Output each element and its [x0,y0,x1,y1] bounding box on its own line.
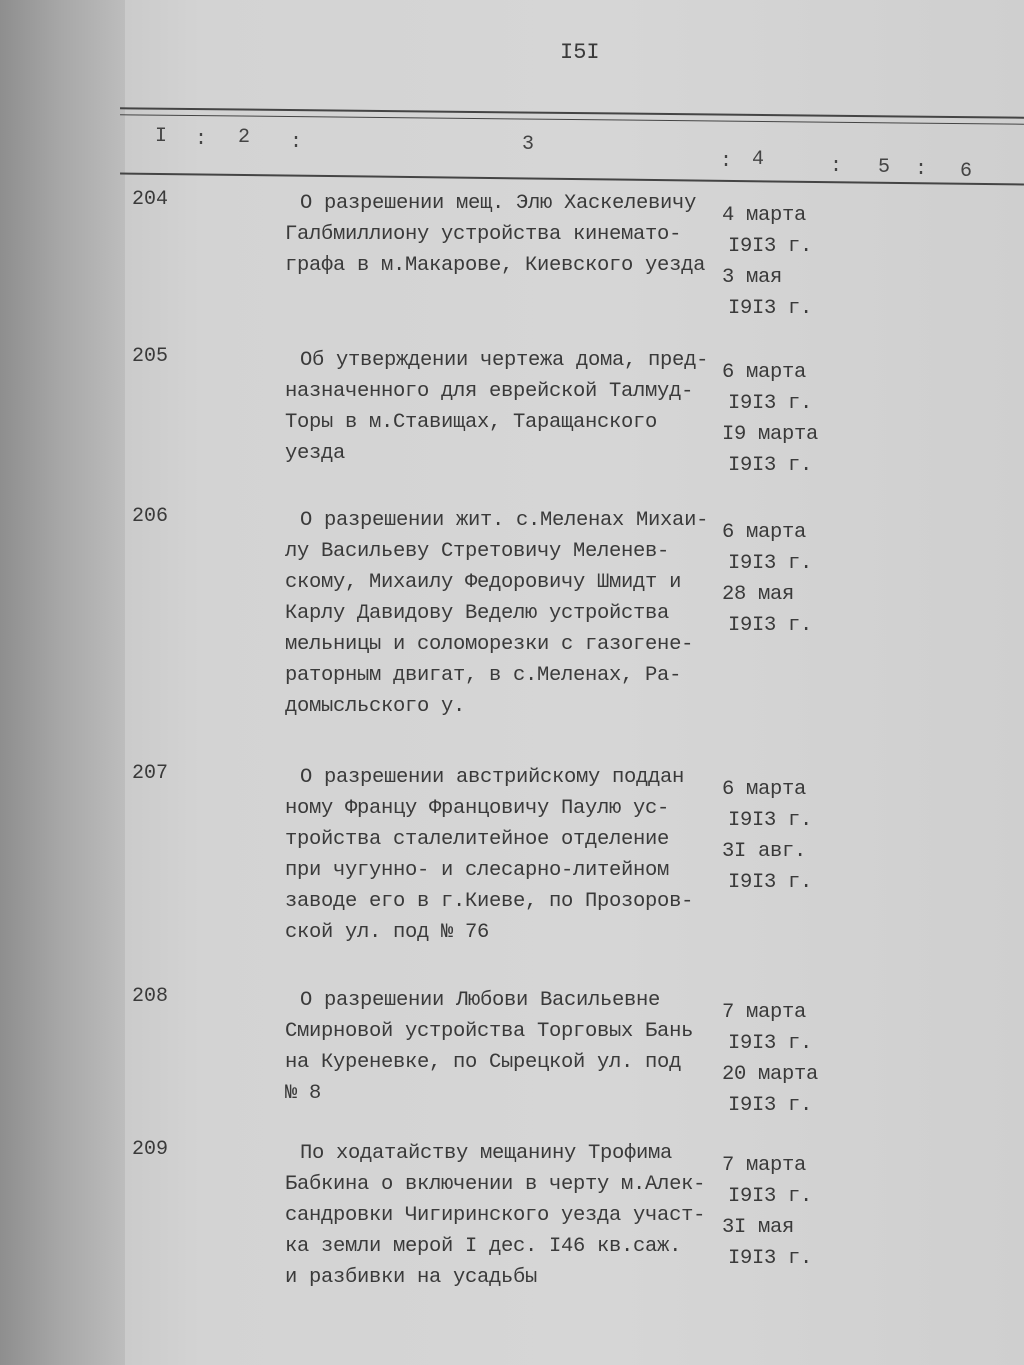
entry-text-line: По ходатайству мещанину Трофима [300,1142,673,1165]
entry-date: 3I авг. [722,840,807,863]
entry-text-line: Бабкина о включении в черту м.Алек- [285,1173,706,1196]
entry-text-line: Торы в м.Ставищах, Таращанского [285,411,658,434]
column-header: 6 [960,160,973,183]
entry-date: I9I3 г. [728,552,813,575]
entry-number: 208 [132,985,169,1008]
entry-date: 6 марта [722,361,807,384]
header-rule-top [120,107,1024,118]
entry-number: 207 [132,762,169,785]
entry-number: 209 [132,1138,169,1161]
column-separator: : [720,150,733,173]
entry-text-line: при чугунно- и слесарно-литейном [285,859,670,882]
entry-date: I9I3 г. [728,392,813,415]
entry-date: 3 мая [722,266,783,289]
entry-date: 6 марта [722,521,807,544]
entry-text-line: графа в м.Макарове, Киевского уезда [285,254,706,277]
column-header: 2 [238,126,251,149]
page-gutter [0,0,125,1365]
entry-text-line: заводе его в г.Киеве, по Прозоров- [285,890,694,913]
entry-text-line: и разбивки на усадьбы [285,1266,538,1289]
column-header: 4 [752,148,765,171]
column-separator: : [830,155,843,178]
entry-text-line: Смирновой устройства Торговых Бань [285,1020,694,1043]
entry-date: 28 мая [722,583,795,606]
column-header: I [155,125,168,148]
entry-text-line: сандровки Чигиринского уезда участ- [285,1204,706,1227]
entry-text-line: Карлу Давидову Веделю устройства [285,602,670,625]
entry-text-line: № 8 [285,1082,322,1105]
entry-text-line: ному Францу Францовичу Паулю ус- [285,797,670,820]
entry-date: I9I3 г. [728,1185,813,1208]
column-header: 5 [878,156,891,179]
entry-date: I9I3 г. [728,454,813,477]
entry-date: I9I3 г. [728,871,813,894]
entry-date: I9 марта [722,423,819,446]
entry-text-line: раторным двигат, в с.Меленах, Ра- [285,664,682,687]
entry-text-line: Галбмиллиону устройства кинемато- [285,223,682,246]
entry-date: I9I3 г. [728,1094,813,1117]
entry-text-line: ка земли мерой I дес. I46 кв.саж. [285,1235,682,1258]
entry-text-line: назначенного для еврейской Талмуд- [285,380,694,403]
entry-date: 7 марта [722,1001,807,1024]
entry-date: 7 марта [722,1154,807,1177]
entry-text-line: О разрешении австрийскому поддан [300,766,685,789]
entry-text-line: О разрешении Любови Васильевне [300,989,661,1012]
column-separator: : [195,128,208,151]
entry-number: 204 [132,188,169,211]
entry-date: I9I3 г. [728,809,813,832]
entry-date: I9I3 г. [728,235,813,258]
entry-text-line: тройства сталелитейное отделение [285,828,670,851]
column-header: 3 [522,133,535,156]
entry-text-line: Об утверждении чертежа дома, пред- [300,349,709,372]
entry-text-line: мельницы и соломорезки с газогене- [285,633,694,656]
column-separator: : [290,131,303,154]
entry-text-line: на Куреневке, по Сырецкой ул. под [285,1051,682,1074]
entry-text-line: О разрешении жит. с.Меленах Михаи- [300,509,709,532]
entry-text-line: домысльского у. [285,695,466,718]
page-number: I5I [560,40,600,65]
entry-date: I9I3 г. [728,1247,813,1270]
column-separator: : [915,158,928,181]
entry-date: I9I3 г. [728,297,813,320]
entry-date: I9I3 г. [728,1032,813,1055]
entry-date: 4 марта [722,204,807,227]
entry-text-line: лу Васильеву Стретовичу Меленев- [285,540,670,563]
entry-text-line: скому, Михаилу Федоровичу Шмидт и [285,571,682,594]
entry-date: I9I3 г. [728,614,813,637]
entry-date: 6 марта [722,778,807,801]
entry-date: 3I мая [722,1216,795,1239]
entry-number: 206 [132,505,169,528]
entry-text-line: ской ул. под № 76 [285,921,490,944]
entry-date: 20 марта [722,1063,819,1086]
entry-text-line: О разрешении мещ. Элю Хаскелевичу [300,192,697,215]
entry-number: 205 [132,345,169,368]
entry-text-line: уезда [285,442,346,465]
